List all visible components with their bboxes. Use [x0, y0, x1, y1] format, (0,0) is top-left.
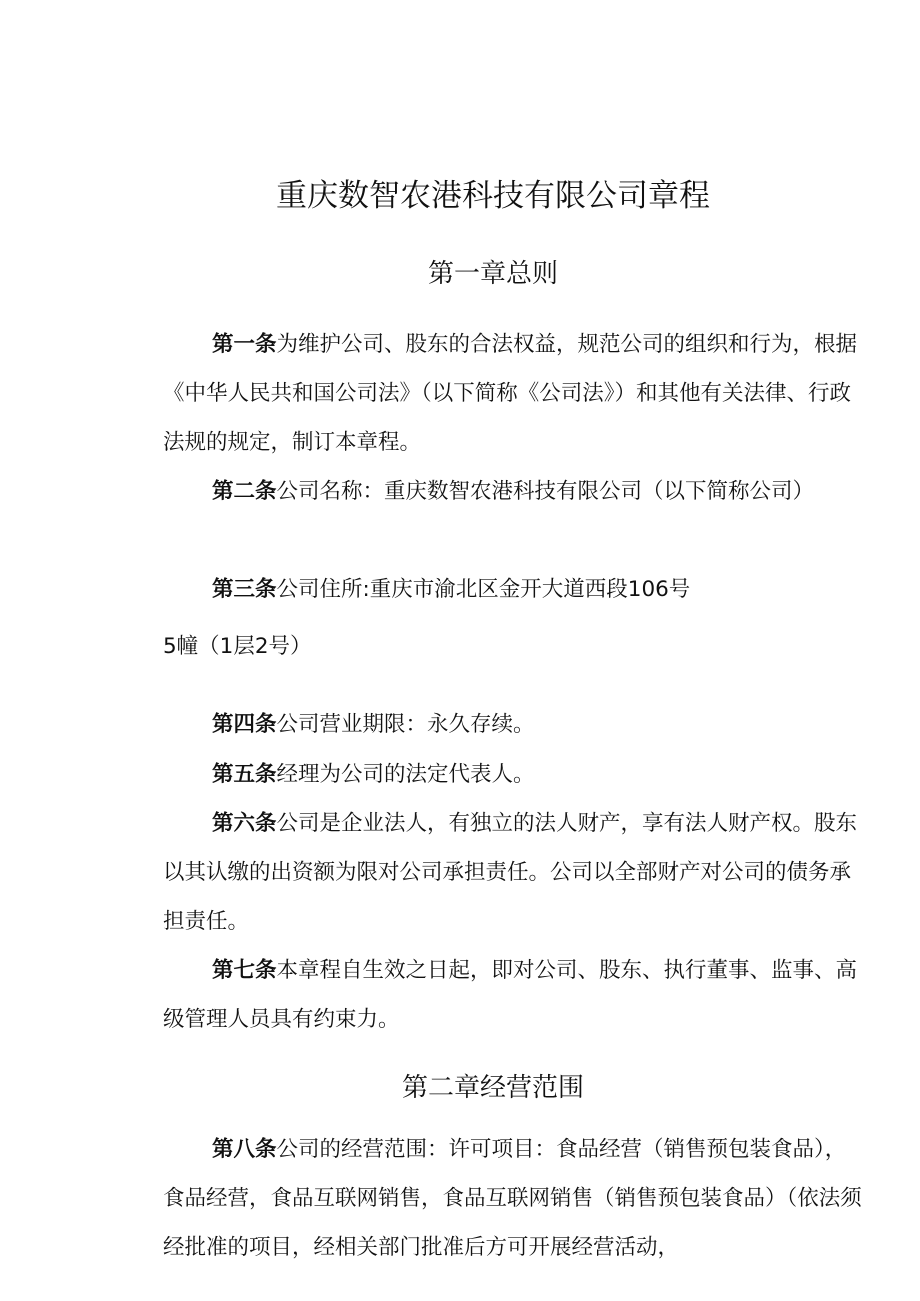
article-7-text: 本章程自生效之日起，即对公司、股东、执行董事、监事、高级管理人员具有约束力。 [163, 958, 858, 1032]
article-3-text: 公司住所:重庆市渝北区金开大道西段106号 [276, 577, 691, 602]
article-3-continuation: 5幢（1层2号） [163, 634, 312, 659]
document-title: 重庆数智农港科技有限公司章程 [276, 178, 710, 214]
article-5-label: 第五条 [212, 762, 277, 787]
chapter-1-title: 第一章总则 [427, 259, 558, 289]
article-2-label: 第二条 [212, 479, 277, 504]
article-5 [163, 750, 863, 799]
article-4-text: 公司营业期限：永久存续。 [276, 712, 535, 737]
article-1-text: 为维护公司、股东的合法权益，规范公司的组织和行为，根据《中华人民共和国公司法》（以下简称《公司法》）和其他有关法律、行政法规的规定，制订本章程。 [163, 332, 858, 455]
article-6-text: 公司是企业法人，有独立的法人财产，享有法人财产权。股东以其认缴的出资额为限对公司承担责任。公司以全部财产对公司的债务承担责任。 [163, 811, 858, 934]
article-2-text: 公司名称：重庆数智农港科技有限公司（以下简称公司） [276, 479, 815, 504]
chapter-2-title: 第二章经营范围 [401, 1073, 584, 1103]
article-3-label: 第三条 [212, 577, 277, 602]
article-8-label: 第八条 [212, 1137, 277, 1162]
article-2 [163, 467, 863, 516]
article-6-label: 第六条 [212, 811, 277, 836]
article-7-label: 第七条 [212, 958, 277, 983]
article-6 [163, 799, 863, 946]
article-8-text: 公司的经营范围：许可项目：食品经营（销售预包装食品），食品经营，食品互联网销售，食品互联网销售（销售预包装食品）（依法须经批准的项目，经相关部门批准后方可开展经营活动， [163, 1137, 862, 1260]
article-1 [163, 320, 863, 467]
article-1-label: 第一条 [212, 332, 277, 357]
article-3 [163, 565, 863, 614]
article-8 [163, 1125, 863, 1272]
article-4 [163, 700, 863, 749]
article-7 [163, 946, 863, 1044]
article-5-text: 经理为公司的法定代表人。 [276, 762, 535, 787]
article-4-label: 第四条 [212, 712, 277, 737]
